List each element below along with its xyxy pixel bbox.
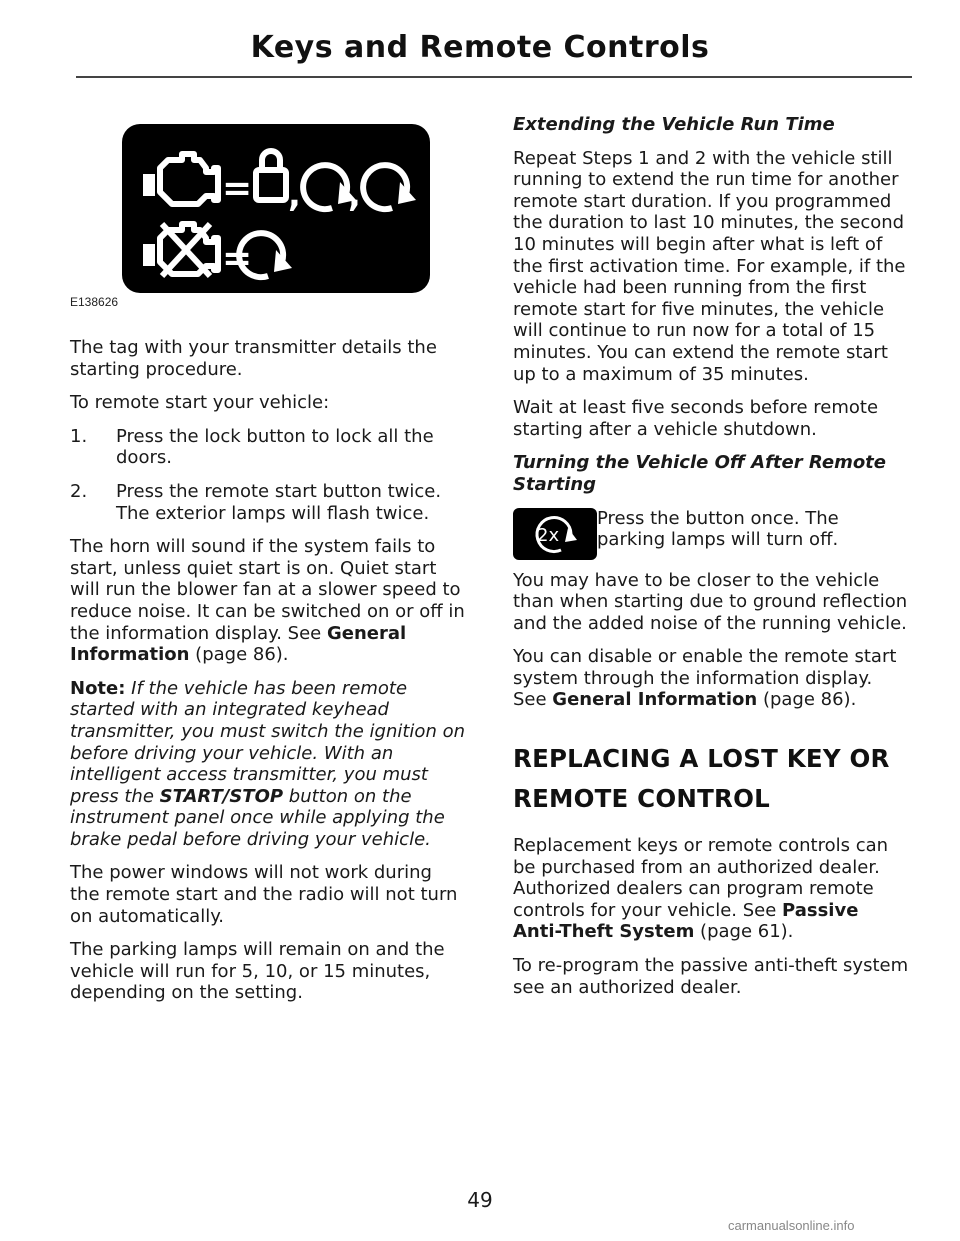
steps-list	[70, 426, 466, 524]
engine-off-icon	[146, 224, 218, 276]
page-reference: (page 86).	[757, 689, 857, 711]
section-title	[513, 739, 909, 819]
step-number: 1.	[70, 425, 88, 447]
paragraph-tag-details: The tag with your transmitter details the starting procedure.	[70, 337, 437, 380]
comma-2: ,	[348, 175, 361, 215]
paragraph-press-button: Press the button once. The parking lamps will turn off.	[597, 507, 839, 551]
remote-start-arrow-icon	[363, 165, 416, 209]
remote-start-figure	[70, 114, 466, 309]
page-number: 49	[467, 1188, 493, 1212]
paragraph-power-windows: The power windows will not work during the remote start and the radio will not turn on automatically.	[70, 862, 458, 927]
link-general-information[interactable]: General Information	[552, 689, 758, 711]
paragraph-extend: Repeat Steps 1 and 2 with the vehicle still running to extend the run time for another remote start duration. If you programmed the duration to last 10 minutes, the second 10 minutes will begin after what is left of the first activation time. For example, if the vehicle had been running from the first remote start for five minutes, the vehicle will continue to run now for a total of 15 minutes. You can extend the remote start up to a maximum of 35 minutes.	[513, 147, 906, 385]
page-reference: (page 86).	[189, 644, 289, 666]
step-text: Press the remote start button twice. The exterior lamps will flash twice.	[116, 480, 442, 524]
figure-symbols	[122, 124, 430, 293]
link-general-information[interactable]: General Information	[70, 622, 407, 666]
remote-start-2x-graphic	[513, 508, 597, 560]
step-number: 2.	[70, 480, 88, 502]
note-text: button on the instrument panel once while applying the brake pedal before driving your vehicle.	[70, 785, 445, 850]
watermark: carmanualsonline.info	[728, 1218, 855, 1233]
subheading-turning-off: Turning the Vehicle Off After Remote Starting	[513, 452, 886, 495]
paragraph-disable	[513, 646, 909, 711]
paragraph-wait: Wait at least five seconds before remote starting after a vehicle shutdown.	[513, 397, 879, 440]
figure-code: E138626	[70, 295, 119, 309]
right-column	[513, 114, 909, 1010]
section-title-line-2: REMOTE CONTROL	[513, 784, 770, 814]
step-text: Press the lock button to lock all the doors.	[116, 425, 434, 469]
page-reference: (page 61).	[694, 921, 794, 943]
equals-sign-1: =	[222, 168, 253, 209]
paragraph-replacement	[513, 835, 909, 943]
subheading-extending-run-time: Extending the Vehicle Run Time	[513, 114, 835, 135]
paragraph-reprogram: To re-program the passive anti-theft system see an authorized dealer.	[513, 955, 909, 998]
header-rule	[76, 76, 912, 78]
list-item	[70, 426, 466, 469]
comma-1: ,	[288, 175, 301, 215]
engine-warning-icon	[146, 154, 218, 204]
link-passive-anti-theft[interactable]: Passive Anti-Theft System	[513, 899, 859, 943]
button-instruction	[513, 508, 909, 570]
lock-icon	[256, 151, 286, 200]
page-title: Keys and Remote Controls	[250, 30, 710, 65]
paragraph-horn	[70, 536, 466, 666]
paragraph-text: Replacement keys or remote controls can be purchased from an authorized dealer. Authorized dealers can program remote controls for your vehicle. See	[513, 835, 889, 921]
note-text: If the vehicle has been remote started with an integrated keyhead transmitter, you must switch the ignition on before driving your vehicle. With an intelligent access transmitter, you must press the	[70, 677, 465, 807]
equals-sign-2: =	[222, 238, 253, 279]
section-title-line-1: REPLACING A LOST KEY OR	[513, 744, 890, 774]
paragraph-remote-start-intro: To remote start your vehicle:	[70, 392, 330, 414]
left-column	[70, 114, 466, 1016]
figure-panel	[122, 124, 430, 293]
paragraph-text: You can disable or enable the remote start system through the information display. See	[513, 646, 897, 711]
start-stop-label: START/STOP	[159, 785, 284, 807]
note-paragraph	[70, 678, 466, 851]
note-label: Note:	[70, 677, 126, 699]
button-label: 2x	[537, 524, 560, 546]
paragraph-parking-lamps: The parking lamps will remain on and the vehicle will run for 5, 10, or 15 minutes, depending on the setting.	[70, 939, 445, 1004]
remote-start-2x-icon	[513, 508, 597, 560]
list-item	[70, 481, 466, 524]
paragraph-closer: You may have to be closer to the vehicle than when starting due to ground reflection and the added noise of the running vehicle.	[513, 569, 908, 634]
paragraph-text: The horn will sound if the system fails to start, unless quiet start is on. Quiet start will run the blower fan at a slower speed to reduce noise. It can be switched on or off in the information display. See	[70, 536, 465, 644]
